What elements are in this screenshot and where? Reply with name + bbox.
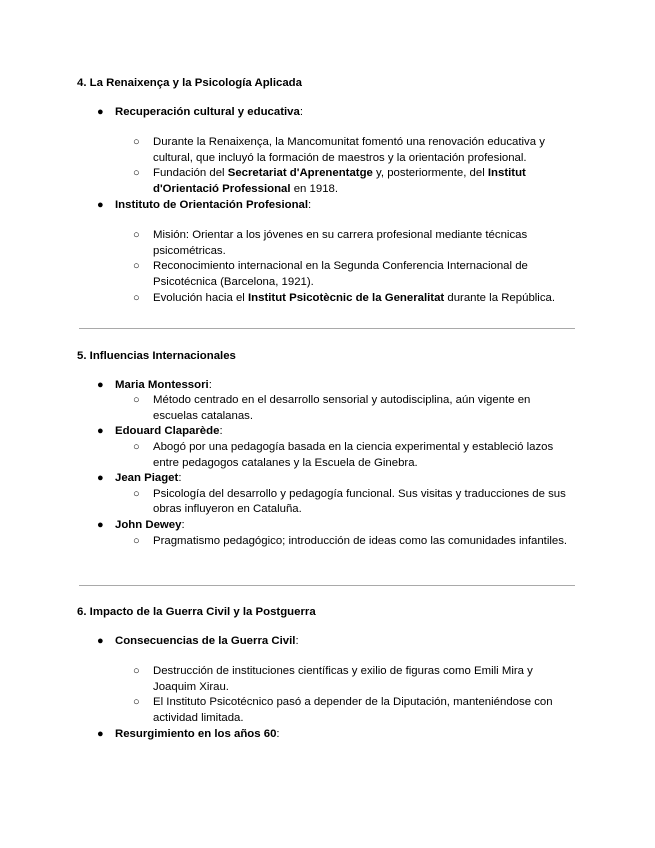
circle-bullet-icon: ○ — [133, 260, 140, 273]
bullet-icon: ● — [97, 198, 104, 211]
circle-bullet-icon: ○ — [133, 167, 140, 180]
circle-bullet-icon: ○ — [133, 136, 140, 149]
sub-item: ○ Fundación del Secretariat d'Aprenentatge y, posteriormente, del Institut d'Orientació Professional en 1918. — [133, 167, 526, 195]
sub-item-text: Reconocimiento internacional en la Segunda Conferencia Internacional de Psicotécnica (Barcelona, 1921). — [153, 260, 528, 288]
bullet-list — [77, 105, 577, 307]
bullet-icon: ● — [97, 634, 104, 647]
sub-item — [115, 534, 577, 550]
sub-item-text: Pragmatismo pedagógico; introducción de ideas como las comunidades infantiles. — [153, 534, 568, 547]
item-heading: Edouard Claparède — [115, 425, 220, 438]
bullet-icon: ● — [97, 518, 104, 531]
item-heading: Instituto de Orientación Profesional — [115, 198, 309, 211]
section-title: 5. Influencias Internacionales — [77, 350, 236, 362]
circle-bullet-icon: ○ — [133, 665, 140, 678]
list-item: ● Instituto de Orientación Profesional: ○ Misión: Orientar a los jóvenes en su carrera profesional mediante técnicas psicométricas. ○ Reconocimiento internacional en la Segunda Conferencia Internacional de Psicotécnica (Barcelona, 1921). ○ Evolución hacia el Institut Psicotècnic de la Generalitat durante la República. — [77, 198, 577, 307]
circle-bullet-icon: ○ — [133, 291, 140, 304]
bullet-list — [77, 634, 577, 743]
sub-item-text: Durante la Renaixença, la Mancomunitat fomentó una renovación educativa y cultural, que incluyó la formación de maestros y la orientación profesional. — [153, 136, 545, 164]
section-divider — [79, 328, 575, 329]
sub-item — [115, 487, 577, 518]
section-5 — [77, 349, 577, 549]
circle-bullet-icon: ○ — [133, 394, 140, 407]
sub-item-text: El Instituto Psicotécnico pasó a depender de la Diputación, manteniéndose con actividad limitada. — [153, 696, 553, 724]
sub-item — [115, 393, 577, 424]
sub-list — [115, 664, 577, 726]
sub-list — [115, 534, 577, 550]
section-title: 4. La Renaixença y la Psicología Aplicada — [77, 77, 302, 89]
sub-item — [115, 228, 577, 259]
sub-item — [115, 135, 577, 166]
circle-bullet-icon: ○ — [133, 487, 140, 500]
item-heading: Maria Montessori — [115, 378, 209, 391]
sub-item-text: Abogó por una pedagogía basada en la ciencia experimental y estableció lazos entre pedagogos catalanes y la Escuela de Ginebra. — [153, 440, 554, 469]
bullet-icon: ● — [97, 472, 104, 485]
sub-list — [115, 228, 577, 306]
item-heading: Jean Piaget — [115, 472, 179, 485]
list-item: ● Resurgimiento en los años 60: — [77, 727, 577, 743]
sub-item-text: Método centrado en el desarrollo sensorial y autodisciplina, aún vigente en escuelas catalanas. — [153, 394, 531, 422]
list-item: ● Consecuencias de la Guerra Civil: ○ Destrucción de instituciones científicas y exilio de figuras como Emili Mira y Joaquim Xirau. ○ El Instituto Psicotécnico pasó a depender de la Diputación, manteniéndose con actividad limitada. — [77, 634, 577, 727]
section-6 — [77, 605, 577, 742]
sub-item — [115, 664, 577, 695]
sub-list — [115, 487, 577, 518]
bullet-icon: ● — [97, 378, 104, 391]
circle-bullet-icon: ○ — [133, 440, 140, 453]
sub-item-text: Destrucción de instituciones científicas y exilio de figuras como Emili Mira y Joaquim Xirau. — [153, 665, 533, 693]
item-heading: Consecuencias de la Guerra Civil — [115, 634, 296, 647]
item-heading: Resurgimiento en los años 60 — [115, 727, 277, 740]
list-item: ● John Dewey: ○ Pragmatismo pedagógico; introducción de ideas como las comunidades infantiles. — [77, 518, 577, 549]
section-4 — [77, 76, 577, 306]
bullet-list — [77, 378, 577, 550]
circle-bullet-icon: ○ — [133, 696, 140, 709]
sub-item-text: Psicología del desarrollo y pedagogía funcional. Sus visitas y traducciones de sus obras influyeron en Cataluña. — [153, 487, 566, 516]
section-title: 6. Impacto de la Guerra Civil y la Postguerra — [77, 606, 316, 618]
circle-bullet-icon: ○ — [133, 229, 140, 242]
bold-term: Secretariat d'Aprenentatge — [227, 167, 373, 180]
bullet-icon: ● — [97, 425, 104, 438]
item-heading: John Dewey — [115, 518, 182, 531]
sub-item: ○ Evolución hacia el Institut Psicotècnic de la Generalitat durante la República. — [115, 291, 577, 307]
item-heading: Recuperación cultural y educativa — [115, 105, 300, 118]
sub-item — [115, 259, 577, 290]
list-item: ● Jean Piaget: ○ Psicología del desarrollo y pedagogía funcional. Sus visitas y traducciones de sus obras influyeron en Cataluña. — [77, 471, 577, 518]
circle-bullet-icon: ○ — [133, 534, 140, 547]
sub-list — [115, 393, 577, 424]
sub-item-text: Misión: Orientar a los jóvenes en su carrera profesional mediante técnicas psicométricas. — [153, 229, 528, 257]
section-divider — [79, 585, 575, 586]
sub-item — [115, 440, 577, 471]
list-item: ● Edouard Claparède: ○ Abogó por una pedagogía basada en la ciencia experimental y estableció lazos entre pedagogos catalanes y la Escuela de Ginebra. — [77, 424, 577, 471]
bold-term: Institut d'Orientació Professional — [153, 167, 526, 195]
list-item: ● Recuperación cultural y educativa: ○ Durante la Renaixença, la Mancomunitat fomentó una renovación educativa y cultural, que incluyó la formación de maestros y la orientación profesional. ○ Fundación del Secretariat d'Aprenentatge y, posteriormente, del Institut d'Orientació Professional en 1918. — [77, 105, 577, 198]
sub-list — [115, 440, 577, 471]
bullet-icon: ● — [97, 727, 104, 740]
bold-term: Institut Psicotècnic de la Generalitat — [247, 291, 445, 304]
sub-item — [115, 695, 577, 726]
sub-list — [115, 135, 577, 197]
bullet-icon: ● — [97, 105, 104, 118]
list-item: ● Maria Montessori: ○ Método centrado en el desarrollo sensorial y autodisciplina, aún vigente en escuelas catalanas. — [77, 378, 577, 425]
